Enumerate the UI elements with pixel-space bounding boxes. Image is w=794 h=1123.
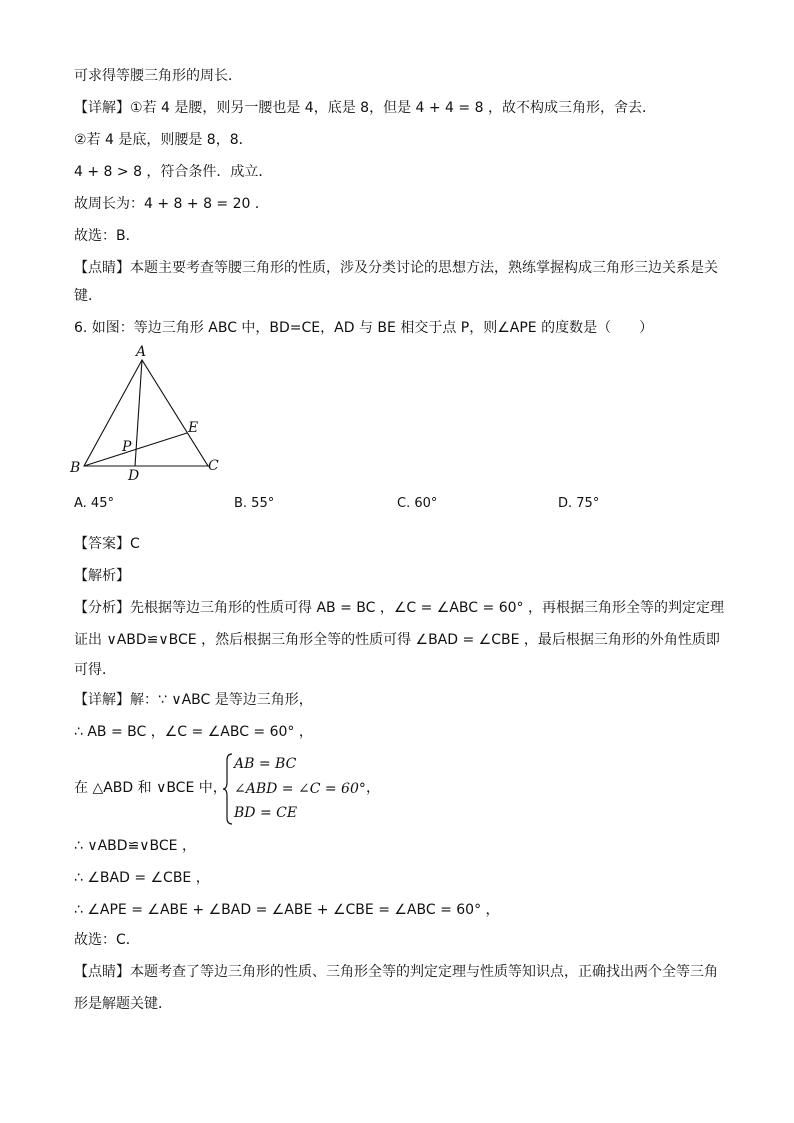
segment-ad <box>135 360 142 466</box>
equation-1: AB = BC <box>234 756 297 772</box>
detail-line: ∴ ∠BAD = ∠CBE ， <box>74 870 210 886</box>
text-line: 4 + 8 > 8 ，符合条件．成立． <box>74 164 273 180</box>
text-line: 键． <box>74 288 102 304</box>
text-line: 【详解】①若 4 是腰，则另一腰也是 4，底是 8，但是 4 + 4 = 8 ，故不构成三角形，舍去． <box>74 100 656 116</box>
detail-line: ∴ ∨ABD≌∨BCE ， <box>74 838 196 854</box>
detail-line: ∴ AB = BC ，∠C = ∠ABC = 60° ， <box>74 724 313 740</box>
detail-line: ∴ ∠APE = ∠ABE + ∠BAD = ∠ABE + ∠CBE = ∠ABC = 60° ， <box>74 902 500 918</box>
comment-line: 【点睛】本题考查了等边三角形的性质、三角形全等的判定定理与性质等知识点，正确找出两个全等三角 <box>74 964 718 980</box>
vertex-label-a: A <box>136 344 147 360</box>
point-label-p: P <box>122 439 132 455</box>
vertex-label-b: B <box>70 460 81 476</box>
system-intro: 在 △ABD 和 ∨BCE 中， <box>74 780 227 796</box>
answer-line: 【答案】C <box>74 536 140 552</box>
option-d: D. 75° <box>558 496 600 511</box>
system-equations <box>234 752 366 826</box>
left-brace-icon <box>222 752 234 826</box>
point-label-e: E <box>188 420 199 436</box>
text-line: 故选：B． <box>74 228 140 244</box>
detail-line: 【详解】解：∵ ∨ABC 是等边三角形， <box>74 692 313 708</box>
equation-2: ∠ABD = ∠C = 60° <box>234 780 366 797</box>
triangle-abc <box>84 360 208 466</box>
vertex-label-c: C <box>208 458 219 474</box>
comment-line: 形是解题关键． <box>74 996 172 1012</box>
option-a: A. 45° <box>74 496 114 511</box>
text-line: ②若 4 是底，则腰是 8，8． <box>74 132 253 148</box>
triangle-figure <box>66 340 226 490</box>
option-b: B. 55° <box>234 496 275 511</box>
system-tail: ， <box>366 780 380 796</box>
question-6: 6. 如图：等边三角形 ABC 中，BD=CE，AD 与 BE 相交于点 P，则∠APE 的度数是（ ） <box>74 320 654 336</box>
equation-3: BD = CE <box>234 805 298 821</box>
equation-system <box>74 752 734 826</box>
detail-line: 故选：C． <box>74 932 140 948</box>
analysis-line: 【分析】先根据等边三角形的性质可得 AB = BC ，∠C = ∠ABC = 60° ，再根据三角形全等的判定定理 <box>74 600 724 616</box>
point-label-d: D <box>128 468 140 484</box>
analysis-line: 证出 ∨ABD≌∨BCE ，然后根据三角形全等的性质可得 ∠BAD = ∠CBE ，最后根据三角形的外角性质即 <box>74 632 720 648</box>
analysis-heading: 【解析】 <box>74 568 130 584</box>
text-line: 【点睛】本题主要考查等腰三角形的性质，涉及分类讨论的思想方法，熟练掌握构成三角形三边关系是关 <box>74 260 718 276</box>
text-line: 故周长为：4 + 8 + 8 = 20 ． <box>74 196 269 212</box>
analysis-line: 可得． <box>74 662 116 678</box>
text-line: 可求得等腰三角形的周长． <box>74 68 242 84</box>
option-c: C. 60° <box>397 496 438 511</box>
